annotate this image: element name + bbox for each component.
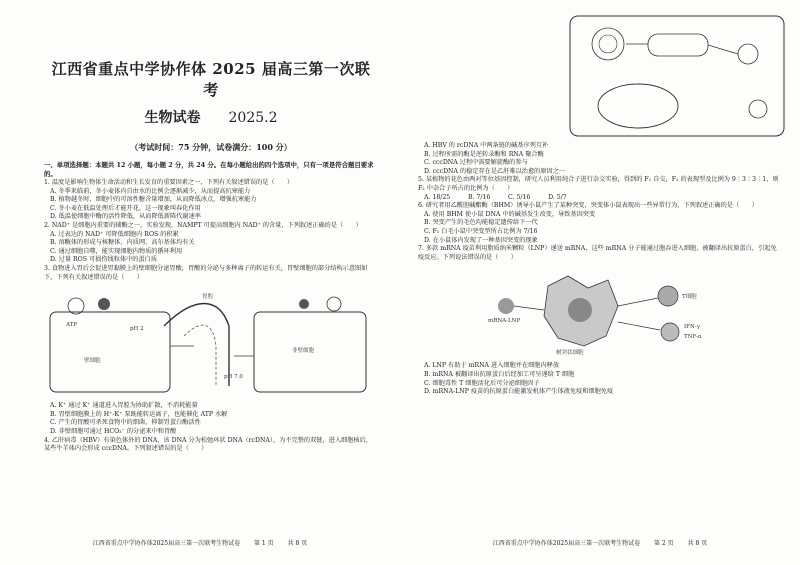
subject: 生物试卷 (144, 110, 201, 126)
mrna-vaccine-diagram (488, 266, 780, 358)
question-6-option-b: B. 突变产生的毛色均能稳定遗传给下一代 (424, 219, 538, 227)
question-6-option-c: C. F₁ 白毛小鼠中突变型所占比例为 7/16 (424, 227, 538, 235)
question-4-option-d: D. cccDNA 的稳定存在是乙肝难以治愈的原因之一 (424, 167, 566, 175)
question-7-option-d: D. mRNA-LNP 疫苗的抗原蛋白能激发机体产生体液免疫和细胞免疫 (424, 388, 614, 396)
question-6-option-d: D. 在小鼠体内发现了一种基因突变的现象 (424, 236, 538, 244)
footer-school-right: 江西省重点中学协作体2025届高三第一次联考生物试卷 (492, 540, 641, 547)
hbv-svg (568, 14, 788, 142)
footer-total: 共 8 页 (287, 540, 308, 547)
footer-page: 第 1 页 (254, 540, 274, 547)
question-7-option-a: A. LNP 有助于 mRNA 进入细胞并在细胞内释放 (424, 362, 560, 370)
question-5-option-b: B. 7/16 (467, 193, 491, 201)
footer-right (400, 538, 800, 547)
mrna-vaccine-svg (488, 266, 718, 358)
footer-total-right: 共 8 页 (687, 540, 708, 547)
fig-label-ifn: IFN-γ (684, 324, 700, 331)
fig-label-lnp: mRNA-LNP (488, 318, 521, 325)
fig-label-t-cell: T细胞 (682, 294, 697, 301)
fig-label-tnf: TNF-α (684, 334, 702, 341)
question-6-stem: 6. 研究者用乙酰胆碱酯酶（BHM）诱导小鼠产生了某种突变，突变体小鼠表现出一些异常行为，下列叙述正确的是（ ） (418, 202, 758, 210)
question-4-option-a: A. HBV 的 rcDNA 中两条链的碱基序列互补 (424, 142, 549, 149)
question-3-option-b: B. 胃壁细胞膜上的 H⁺-K⁺ 泵既能转运离子，也能催化 ATP 水解 (50, 410, 228, 418)
question-2-option-a: A. 过表达的 NAD⁺ 可降低细胞内 ROS 的积累 (50, 230, 179, 238)
exam-info: （考试时间：75 分钟，试卷满分：100 分） (130, 142, 292, 152)
question-1-option-a: A. 冬季来临前，冬小麦体内自由水的比例会逐渐减少，从而提高抗寒能力 (50, 187, 251, 195)
section-heading: 一、单项选择题：本题共 12 小题，每小题 2 分，共 24 分。在每小题给出的四个选项中，只有一项是符合题目要求的。 (44, 161, 374, 178)
exam-title: 江西省重点中学协作体 2025 届高三第一次联考 (51, 60, 371, 99)
footer-left (0, 538, 400, 547)
question-7-option-b: B. mRNA 被翻译出抗原蛋白后经加工可呈递给 T 细胞 (424, 370, 575, 378)
question-2-option-d: D. 过量 ROS 可损伤线粒体中的蛋白质 (50, 256, 158, 264)
hbv-diagram (568, 14, 780, 142)
question-5-options (418, 194, 780, 203)
fig-label-dendritic-cell: 树突状细胞 (556, 350, 584, 357)
fig-label-ph7: pH 7.0 (224, 374, 243, 381)
question-5-stem: 5. 某植物的花色由两对等位基因控制，研究人员利用纯合子进行杂交实验，得到的 F₁ 自交，F₂ 的表现型及比例为 9∶3∶3∶1，则 F₂ 中杂合子所占的比例为（ ） (418, 176, 779, 192)
footer-page-right: 第 2 页 (654, 540, 674, 547)
question-2-option-c: C. 通过细胞自噬，能实现细胞内物质的循环利用 (50, 247, 183, 255)
question-7-option-c: C. 细胞毒性 T 细胞活化后可分泌细胞因子 (424, 379, 540, 387)
date: 2025.2 (228, 110, 278, 126)
question-1-stem: 1. 温度是影响生物体生命活动和生长发育的重要因素之一，下列有关叙述错误的是（ ） (44, 179, 294, 186)
question-5-option-d: D. 5/7 (548, 193, 567, 201)
question-1-option-d: D. 低温使细胞中酶的活性降低，从而降低新陈代谢速率 (50, 213, 201, 221)
question-4-option-b: B. 过程所需的酶是逆转录酶和 RNA 聚合酶 (424, 150, 544, 158)
fig-label-atp: ATP (66, 322, 78, 329)
question-1-option-b: B. 植物越冬时，细胞中的可溶性糖含量增加，从而降低冰点，增强抗寒能力 (50, 196, 257, 204)
fig-label-nonparietal-cell: 非壁细胞 (292, 348, 315, 355)
fig-label-parietal-cell: 壁细胞 (84, 358, 101, 365)
question-7-stem: 7. 多款 mRNA 疫苗利用脂质纳米颗粒（LNP）递送 mRNA，这些 mRNA 分子能通过胞吞进入细胞，被翻译出抗原蛋白，引起免疫反应。下列说法错误的是（ ） (418, 245, 777, 261)
question-1-option-c: C. 冬小麦在低温处理后才能开花，这一现象叫春化作用 (50, 204, 201, 212)
question-6-option-a: A. 使用 BHM 使小鼠 DNA 中的碱基发生改变，导致基因突变 (424, 210, 596, 218)
question-2-option-b: B. 溶酶体的形成与核糖体、内质网、高尔基体均有关 (50, 239, 195, 247)
question-3-stem: 3. 食物进入胃后会促进胃黏膜上的壁细胞分泌胃酸，胃酸的分泌与多种离子的转运有关，胃壁细胞的部分结构示意图如下，下列有关叙述错误的是（ ） (44, 264, 368, 281)
question-5-option-c: C. 5/16 (508, 193, 531, 201)
question-4-stem: 4. 乙肝病毒（HBV）有染色体外的 DNA，该 DNA 分为松弛环状 DNA（rcDNA），为不完整的双链，进入细胞核后，某些牛羊体内会形成 cccDNA。下列叙述错误的是（ ） (44, 436, 372, 453)
question-3-option-c: C. 产生的胃酸可杀死食物中的细菌，抑制胃蛋白酶活性 (50, 419, 201, 427)
gastric-cell-diagram (44, 286, 378, 398)
subject-title (44, 107, 378, 127)
question-4-option-c: C. cccDNA 过程中需要解旋酶的参与 (424, 159, 528, 167)
fig-label-ph2: pH 2 (130, 326, 144, 333)
question-3-option-d: D. 非壁细胞可通过 HCO₃⁻ 的分泌来中和胃酸 (50, 427, 177, 435)
page-right (400, 0, 800, 565)
question-2-stem: 2. NAD⁺ 是细胞内重要的辅酶之一，实验发现，NAMPT 可提高细胞内 NAD⁺ 的含量，下列叙述正确的是（ ） (44, 221, 362, 229)
gastric-cell-svg (44, 286, 374, 398)
fig-label-lumen: 胃腔 (202, 294, 214, 301)
question-5-option-a: A. 18/25 (424, 193, 451, 201)
question-3-option-a: A. K⁺ 通过 K⁺ 通道进入胃腔为协助扩散，不消耗能量 (50, 402, 198, 410)
footer-school: 江西省重点中学协作体2025届高三第一次联考生物试卷 (92, 540, 241, 547)
